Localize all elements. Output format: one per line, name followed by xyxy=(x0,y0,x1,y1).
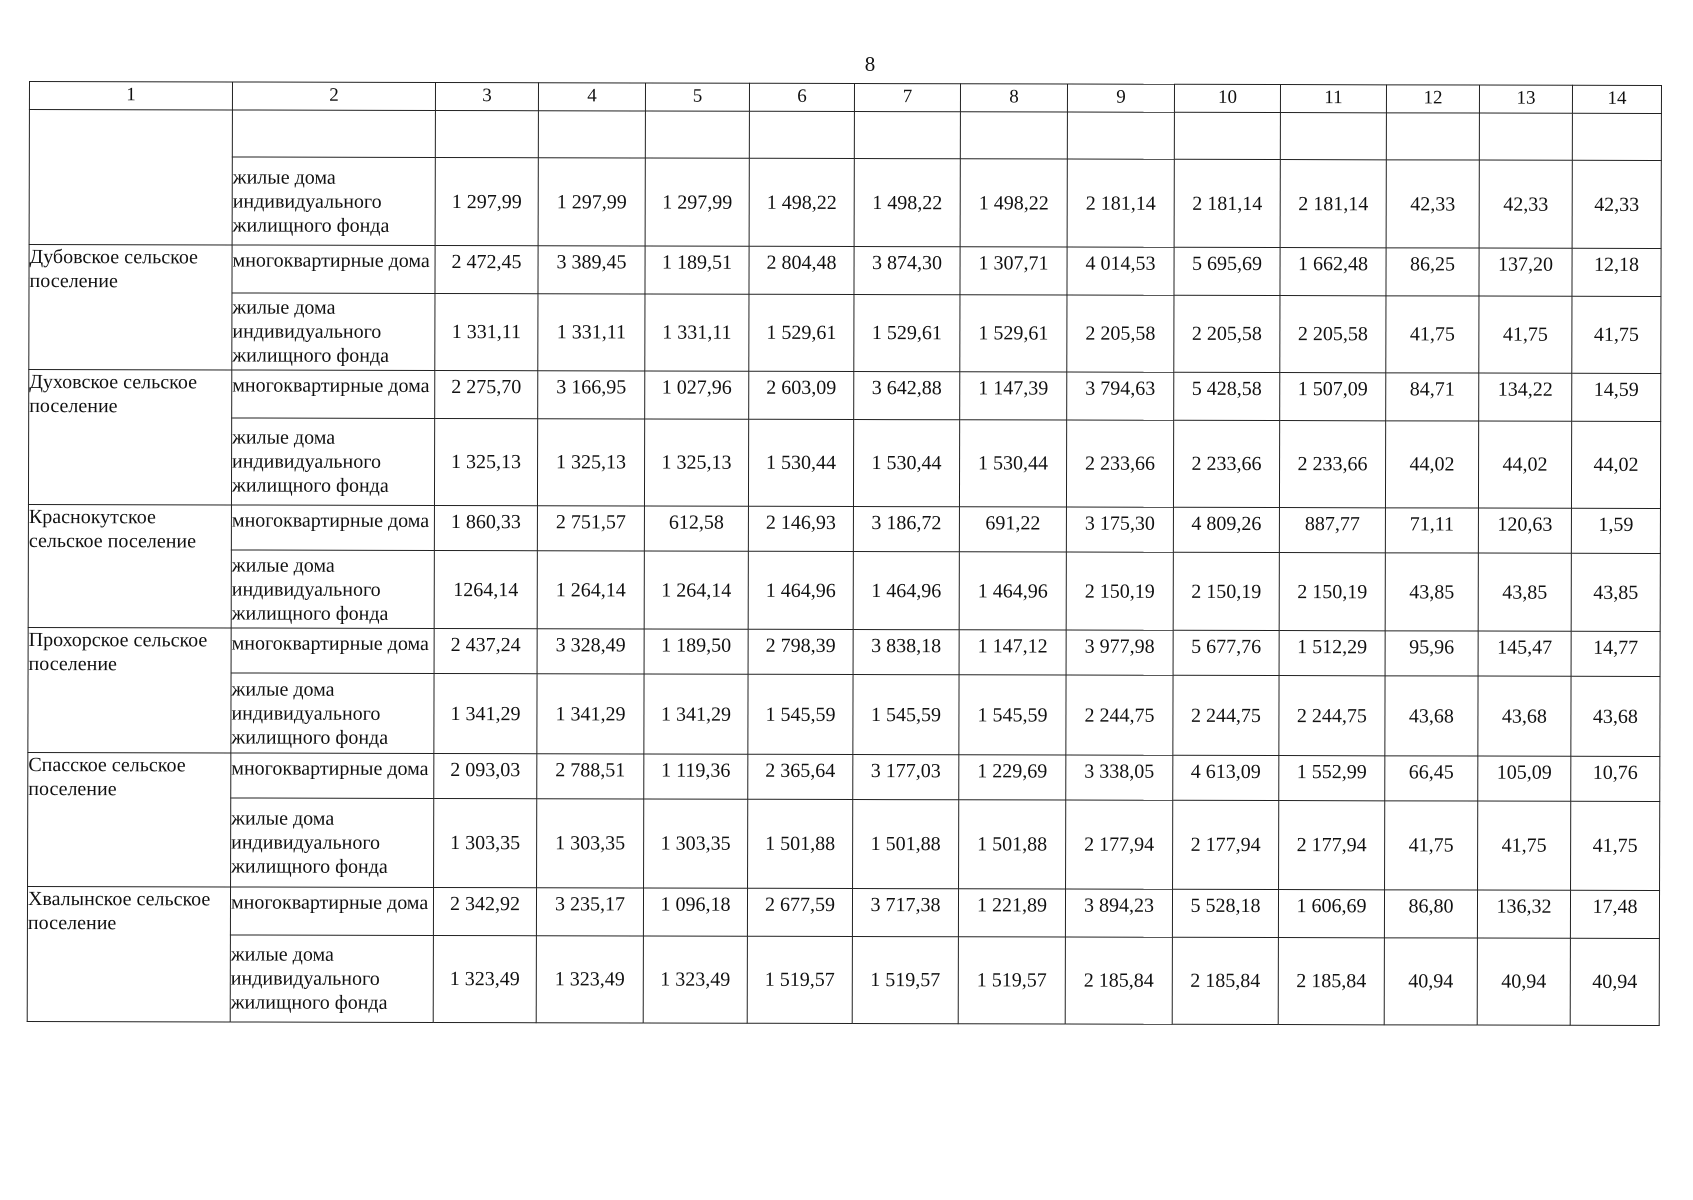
value-cell: 1 464,96 xyxy=(959,552,1066,630)
value-cell: 86,80 xyxy=(1384,890,1477,938)
value-cell: 1 507,09 xyxy=(1280,373,1386,421)
table-row xyxy=(28,549,1660,631)
empty-cell xyxy=(1067,112,1174,159)
value-cell: 1 264,14 xyxy=(537,551,644,629)
value-cell: 14,59 xyxy=(1572,373,1661,421)
value-cell: 2 233,66 xyxy=(1279,421,1385,508)
value-cell: 2 233,66 xyxy=(1066,420,1173,507)
value-cell: 1 545,59 xyxy=(853,675,959,755)
value-cell: 1 519,57 xyxy=(958,937,1065,1024)
table-row xyxy=(28,418,1660,509)
value-cell: 84,71 xyxy=(1386,373,1479,421)
empty-cell xyxy=(749,111,854,158)
value-cell: 41,75 xyxy=(1385,801,1478,890)
value-cell: 2 150,19 xyxy=(1279,553,1385,631)
settlement-name-text: Прохорское сельское поселение xyxy=(28,629,208,676)
value-cell: 2 177,94 xyxy=(1066,800,1173,889)
value-cell: 1 662,48 xyxy=(1280,248,1386,296)
value-cell: 1 341,29 xyxy=(434,673,537,753)
settlement-name xyxy=(28,752,231,886)
value-cell: 42,33 xyxy=(1572,160,1661,248)
value-cell: 1 303,35 xyxy=(644,799,748,888)
housing-type: жилые дома индивидуального жилищного фонда xyxy=(232,293,435,370)
column-number: 10 xyxy=(1174,84,1280,112)
table-row xyxy=(29,370,1661,422)
settlement-name-text: Хвалынское сельское поселение xyxy=(27,888,211,935)
value-cell: 3 838,18 xyxy=(853,630,959,675)
value-cell: 12,18 xyxy=(1572,248,1661,296)
value-cell: 1264,14 xyxy=(434,550,537,628)
value-cell: 41,75 xyxy=(1571,801,1660,890)
value-cell: 1 529,61 xyxy=(749,294,854,371)
value-cell: 887,77 xyxy=(1279,508,1385,553)
value-cell: 1 498,22 xyxy=(960,159,1067,247)
value-cell: 1 464,96 xyxy=(853,552,959,630)
value-cell: 2 181,14 xyxy=(1280,160,1386,248)
value-cell: 2 603,09 xyxy=(749,371,854,419)
value-cell: 1 501,88 xyxy=(853,800,959,889)
value-cell: 3 235,17 xyxy=(536,888,643,936)
value-cell: 2 185,84 xyxy=(1278,938,1384,1025)
settlement-name xyxy=(29,245,232,370)
value-cell: 3 874,30 xyxy=(854,247,960,295)
value-cell: 4 809,26 xyxy=(1173,507,1279,552)
value-cell: 1 297,99 xyxy=(538,158,645,246)
value-cell: 2 342,92 xyxy=(433,887,536,935)
value-cell: 2 788,51 xyxy=(537,754,644,799)
tariff-table xyxy=(27,81,1662,1026)
value-cell: 2 181,14 xyxy=(1067,159,1174,247)
housing-type: жилые дома индивидуального жилищного фонда xyxy=(231,550,434,628)
value-cell: 1 325,13 xyxy=(644,419,748,506)
settlement-cell-empty xyxy=(29,110,232,245)
value-cell: 3 717,38 xyxy=(852,889,958,937)
value-cell: 1 027,96 xyxy=(645,371,749,419)
value-cell: 1 529,61 xyxy=(854,295,960,372)
value-cell: 1 530,44 xyxy=(853,420,959,507)
column-number: 1 xyxy=(29,82,232,110)
value-cell: 1 147,39 xyxy=(960,372,1067,420)
value-cell: 1 229,69 xyxy=(959,755,1066,800)
value-cell: 1 341,29 xyxy=(537,674,644,754)
housing-type: жилые дома индивидуального жилищного фонда xyxy=(232,157,435,245)
value-cell: 1 545,59 xyxy=(959,675,1066,755)
value-cell: 1 331,11 xyxy=(645,294,749,371)
value-cell: 1 303,35 xyxy=(434,798,537,887)
value-cell: 43,85 xyxy=(1571,553,1660,631)
housing-type: жилые дома индивидуального жилищного фонда xyxy=(231,418,434,505)
column-number-row xyxy=(29,82,1661,114)
value-cell: 137,20 xyxy=(1479,248,1572,296)
value-cell: 3 166,95 xyxy=(538,371,645,419)
value-cell: 2 804,48 xyxy=(749,246,854,294)
value-cell: 1 519,57 xyxy=(747,936,852,1023)
column-number: 3 xyxy=(435,82,538,110)
housing-type: многоквартирные дома xyxy=(231,753,434,798)
value-cell: 2 244,75 xyxy=(1066,675,1173,755)
value-cell: 1 323,49 xyxy=(433,935,536,1022)
empty-cell xyxy=(645,111,749,158)
value-cell: 71,11 xyxy=(1385,508,1478,553)
value-cell: 1 341,29 xyxy=(644,674,748,754)
housing-type: жилые дома индивидуального жилищного фонда xyxy=(231,673,434,753)
value-cell: 1 519,57 xyxy=(852,937,958,1024)
value-cell: 41,75 xyxy=(1479,296,1572,373)
table-row xyxy=(27,934,1659,1025)
empty-cell xyxy=(1174,112,1280,159)
value-cell: 40,94 xyxy=(1384,938,1477,1025)
value-cell: 1 498,22 xyxy=(854,159,960,247)
value-cell: 2 244,75 xyxy=(1279,676,1385,756)
value-cell: 2 751,57 xyxy=(537,506,644,551)
housing-type: многоквартирные дома xyxy=(230,887,433,935)
table-row xyxy=(28,504,1660,553)
value-cell: 2 798,39 xyxy=(748,629,853,674)
value-cell: 2 093,03 xyxy=(434,753,537,798)
value-cell: 3 186,72 xyxy=(853,507,959,552)
value-cell: 1 501,88 xyxy=(959,800,1066,889)
settlement-name xyxy=(28,504,231,627)
value-cell: 5 428,58 xyxy=(1174,372,1280,420)
value-cell: 1 331,11 xyxy=(538,294,645,371)
value-cell: 2 244,75 xyxy=(1173,675,1279,755)
housing-type: многоквартирные дома xyxy=(232,370,435,418)
value-cell: 3 328,49 xyxy=(537,629,644,674)
value-cell: 1 189,50 xyxy=(644,629,748,674)
value-cell: 2 205,58 xyxy=(1280,296,1386,373)
value-cell: 1 303,35 xyxy=(537,799,644,888)
column-number: 8 xyxy=(960,84,1067,112)
value-cell: 17,48 xyxy=(1570,890,1659,938)
empty-cell xyxy=(854,112,960,159)
value-cell: 3 338,05 xyxy=(1066,755,1173,800)
value-cell: 1 464,96 xyxy=(748,551,853,629)
value-cell: 43,85 xyxy=(1478,553,1571,631)
column-number: 7 xyxy=(854,84,960,112)
value-cell: 42,33 xyxy=(1479,160,1572,248)
column-number: 12 xyxy=(1386,85,1479,113)
value-cell: 1 545,59 xyxy=(748,674,853,754)
value-cell: 4 613,09 xyxy=(1173,755,1279,800)
value-cell: 44,02 xyxy=(1478,421,1571,508)
table-row xyxy=(29,245,1661,297)
value-cell: 40,94 xyxy=(1477,938,1570,1025)
table-row xyxy=(28,752,1660,801)
value-cell: 2 233,66 xyxy=(1173,420,1279,507)
empty-cell xyxy=(1572,113,1661,160)
column-number: 6 xyxy=(749,83,854,111)
value-cell: 10,76 xyxy=(1571,756,1660,801)
table-row xyxy=(29,157,1661,249)
value-cell: 105,09 xyxy=(1478,756,1571,801)
value-cell: 3 794,63 xyxy=(1067,372,1174,420)
value-cell: 2 181,14 xyxy=(1174,159,1280,247)
settlement-name-text: Краснокутское сельское поселение xyxy=(28,506,197,553)
value-cell: 2 205,58 xyxy=(1174,295,1280,372)
settlement-name-text: Спасское сельское поселение xyxy=(28,754,186,801)
value-cell: 691,22 xyxy=(959,507,1066,552)
value-cell: 1 147,12 xyxy=(959,630,1066,675)
value-cell: 41,75 xyxy=(1386,296,1479,373)
value-cell: 2 177,94 xyxy=(1173,800,1279,889)
housing-type: многоквартирные дома xyxy=(231,505,434,550)
page-number: 8 xyxy=(864,52,876,76)
value-cell: 2 205,58 xyxy=(1067,295,1174,372)
value-cell: 1 325,13 xyxy=(434,418,537,505)
value-cell: 2 437,24 xyxy=(434,628,537,673)
value-cell: 2 150,19 xyxy=(1066,552,1173,630)
value-cell: 1 501,88 xyxy=(748,799,853,888)
value-cell: 1 498,22 xyxy=(749,158,854,246)
table-row xyxy=(28,627,1660,676)
value-cell: 5 528,18 xyxy=(1172,889,1278,937)
value-cell: 5 695,69 xyxy=(1174,247,1280,295)
value-cell: 145,47 xyxy=(1478,631,1571,676)
value-cell: 136,32 xyxy=(1477,890,1570,938)
continuation-blank-row xyxy=(29,110,1661,161)
value-cell: 42,33 xyxy=(1386,160,1479,248)
settlement-name-text: Духовское сельское поселение xyxy=(29,371,198,418)
settlement-name xyxy=(28,627,231,752)
value-cell: 1 860,33 xyxy=(434,505,537,550)
housing-type: многоквартирные дома xyxy=(232,245,435,293)
value-cell: 1,59 xyxy=(1571,508,1660,553)
value-cell: 1 512,29 xyxy=(1279,631,1385,676)
column-number: 13 xyxy=(1479,85,1572,113)
column-number: 5 xyxy=(645,83,749,111)
value-cell: 3 389,45 xyxy=(538,246,645,294)
column-number: 4 xyxy=(538,83,645,111)
value-cell: 1 529,61 xyxy=(960,295,1067,372)
value-cell: 120,63 xyxy=(1478,508,1571,553)
settlement-name xyxy=(27,886,230,1021)
value-cell: 66,45 xyxy=(1385,756,1478,801)
housing-type: многоквартирные дома xyxy=(231,628,434,673)
value-cell: 1 325,13 xyxy=(537,419,644,506)
table-row xyxy=(28,797,1660,890)
empty-cell xyxy=(232,110,435,157)
value-cell: 134,22 xyxy=(1479,373,1572,421)
empty-cell xyxy=(1280,113,1386,160)
value-cell: 1 530,44 xyxy=(959,420,1066,507)
value-cell: 43,68 xyxy=(1571,676,1660,756)
value-cell: 2 275,70 xyxy=(435,370,538,418)
table-row xyxy=(29,293,1661,374)
value-cell: 1 096,18 xyxy=(643,888,747,936)
value-cell: 41,75 xyxy=(1478,801,1571,890)
value-cell: 43,68 xyxy=(1385,676,1478,756)
value-cell: 3 977,98 xyxy=(1066,630,1173,675)
value-cell: 44,02 xyxy=(1385,421,1478,508)
column-number: 11 xyxy=(1280,85,1386,113)
value-cell: 1 189,51 xyxy=(645,246,749,294)
column-number: 14 xyxy=(1572,85,1661,113)
settlement-name xyxy=(28,370,231,505)
value-cell: 3 177,03 xyxy=(853,755,959,800)
value-cell: 2 185,84 xyxy=(1172,937,1278,1024)
value-cell: 5 677,76 xyxy=(1173,630,1279,675)
value-cell: 43,68 xyxy=(1478,676,1571,756)
value-cell: 1 331,11 xyxy=(435,293,538,370)
value-cell: 2 365,64 xyxy=(748,754,853,799)
value-cell: 44,02 xyxy=(1571,421,1660,508)
value-cell: 1 552,99 xyxy=(1279,756,1385,801)
value-cell: 2 146,93 xyxy=(748,506,853,551)
value-cell: 1 297,99 xyxy=(435,157,538,245)
value-cell: 2 472,45 xyxy=(435,245,538,293)
empty-cell xyxy=(960,112,1067,159)
value-cell: 2 150,19 xyxy=(1173,552,1279,630)
value-cell: 40,94 xyxy=(1570,938,1659,1025)
value-cell: 2 177,94 xyxy=(1279,801,1385,890)
empty-cell xyxy=(435,110,538,157)
column-number: 9 xyxy=(1067,84,1174,112)
value-cell: 41,75 xyxy=(1572,296,1661,373)
value-cell: 1 307,71 xyxy=(960,247,1067,295)
value-cell: 1 119,36 xyxy=(644,754,748,799)
column-number: 2 xyxy=(232,82,435,110)
value-cell: 2 677,59 xyxy=(747,888,852,936)
value-cell: 1 221,89 xyxy=(958,889,1065,937)
empty-cell xyxy=(1386,113,1479,160)
value-cell: 1 530,44 xyxy=(748,419,853,506)
settlement-name-text: Дубовское сельское поселение xyxy=(29,246,198,293)
value-cell: 1 297,99 xyxy=(645,158,749,246)
value-cell: 1 323,49 xyxy=(643,936,747,1023)
value-cell: 1 264,14 xyxy=(644,551,748,629)
value-cell: 2 185,84 xyxy=(1065,937,1172,1024)
value-cell: 95,96 xyxy=(1385,631,1478,676)
table-row xyxy=(28,672,1660,756)
value-cell: 3 642,88 xyxy=(854,372,960,420)
empty-cell xyxy=(1479,113,1572,160)
value-cell: 14,77 xyxy=(1571,631,1660,676)
housing-type: жилые дома индивидуального жилищного фонда xyxy=(231,798,434,887)
value-cell: 4 014,53 xyxy=(1067,247,1174,295)
housing-type: жилые дома индивидуального жилищного фонда xyxy=(230,935,433,1022)
table-row xyxy=(27,886,1659,938)
value-cell: 3 175,30 xyxy=(1066,507,1173,552)
empty-cell xyxy=(538,111,645,158)
value-cell: 43,85 xyxy=(1385,553,1478,631)
value-cell: 86,25 xyxy=(1386,248,1479,296)
value-cell: 3 894,23 xyxy=(1065,889,1172,937)
value-cell: 612,58 xyxy=(644,506,748,551)
value-cell: 1 606,69 xyxy=(1278,890,1384,938)
value-cell: 1 323,49 xyxy=(536,936,643,1023)
